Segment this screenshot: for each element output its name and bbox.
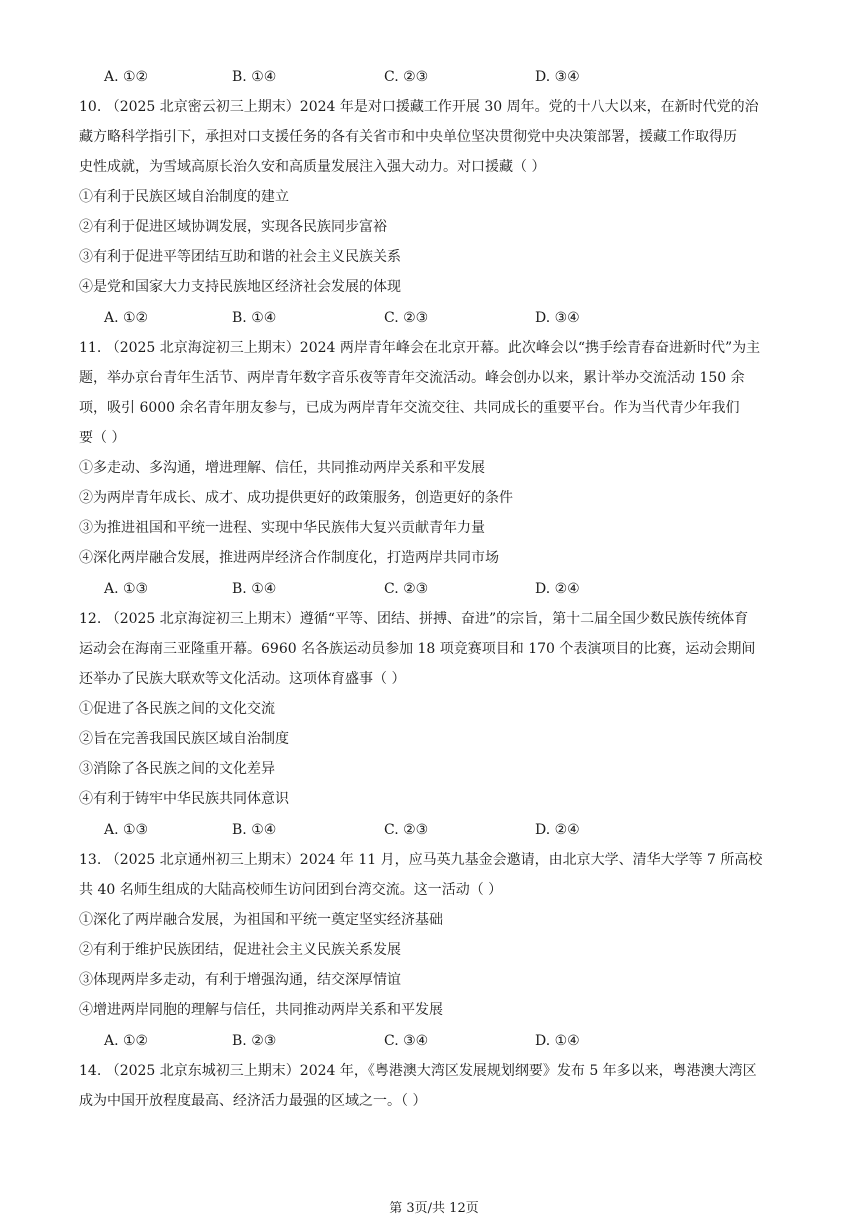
question-text-line: 藏方略科学指引下，承担对口支援任务的各有关省市和中央单位坚决贯彻党中央决策部署，援藏工作取得历: [79, 129, 737, 145]
option-c: C. ③④: [384, 1033, 429, 1049]
option-b: B. ①④: [232, 310, 277, 326]
statement-4: ④有利于铸牢中华民族共同体意识: [79, 791, 289, 807]
option-d: D. ③④: [535, 310, 580, 326]
question-text-line: 13. （2025 北京通州初三上期末）2024 年 11 月，应马英九基金会邀请，由北京大学、清华大学等 7 所高校: [79, 852, 763, 868]
statement-4: ④深化两岸融合发展，推进两岸经济合作制度化，打造两岸共同市场: [79, 550, 499, 566]
statement-2: ②有利于维护民族团结，促进社会主义民族关系发展: [79, 942, 401, 958]
q13-options: [0, 1026, 868, 1056]
q9-options: [0, 62, 868, 92]
question-text-line: 11. （2025 北京海淀初三上期末）2024 两岸青年峰会在北京开幕。此次峰会以“携手绘青春奋进新时代”为主: [79, 340, 761, 356]
statement-2: ②有利于促进区域协调发展，实现各民族同步富裕: [79, 219, 387, 235]
statement-3: ③消除了各民族之间的文化差异: [79, 761, 275, 777]
statement-2: ②旨在完善我国民族区域自治制度: [79, 731, 289, 747]
statement-1: ①有利于民族区域自治制度的建立: [79, 189, 289, 205]
option-a: A. ①③: [104, 581, 149, 597]
question-text-line: 题，举办京台青年生活节、两岸青年数字音乐夜等青年交流活动。峰会创办以来，累计举办交流活动 150 余: [79, 370, 745, 386]
option-a: A. ①③: [104, 822, 149, 838]
question-text-line: 12. （2025 北京海淀初三上期末）遵循“平等、团结、拼搏、奋进”的宗旨，第十二届全国少数民族传统体育: [79, 611, 749, 627]
statement-2: ②为两岸青年成长、成才、成功提供更好的政策服务，创造更好的条件: [79, 490, 513, 506]
option-d: D. ②④: [535, 581, 580, 597]
option-b: B. ②③: [232, 1033, 277, 1049]
option-c: C. ②③: [384, 822, 429, 838]
statement-4: ④增进两岸同胞的理解与信任，共同推动两岸关系和平发展: [79, 1002, 443, 1018]
statement-1: ①深化了两岸融合发展，为祖国和平统一奠定坚实经济基础: [79, 912, 443, 928]
question-text-line: 要（ ）: [79, 430, 126, 446]
statement-1: ①多走动、多沟通，增进理解、信任，共同推动两岸关系和平发展: [79, 460, 485, 476]
option-d: D. ①④: [535, 1033, 580, 1049]
option-c: C. ②③: [384, 581, 429, 597]
question-text-line: 共 40 名师生组成的大陆高校师生访问团到台湾交流。这一活动（ ）: [79, 882, 503, 898]
statement-3: ③体现两岸多走动，有利于增强沟通，结交深厚情谊: [79, 972, 401, 988]
option-a: A. ①②: [104, 69, 149, 85]
option-c: C. ②③: [384, 69, 429, 85]
question-text-line: 运动会在海南三亚隆重开幕。6960 名各族运动员参加 18 项竞赛项目和 170 个表演项目的比赛，运动会期间: [79, 641, 756, 657]
statement-4: ④是党和国家大力支持民族地区经济社会发展的体现: [79, 279, 401, 295]
q10-options: [0, 303, 868, 333]
statement-1: ①促进了各民族之间的文化交流: [79, 701, 275, 717]
question-text-line: 史性成就，为雪域高原长治久安和高质量发展注入强大动力。对口援藏（ ）: [79, 159, 546, 175]
question-text-line: 项，吸引 6000 余名青年朋友参与，已成为两岸青年交流交往、共同成长的重要平台。作为当代青少年我们: [79, 400, 740, 416]
option-c: C. ②③: [384, 310, 429, 326]
question-text-line: 还举办了民族大联欢等文化活动。这项体育盛事（ ）: [79, 671, 406, 687]
q11-options: [0, 574, 868, 604]
option-b: B. ①④: [232, 822, 277, 838]
option-d: D. ②④: [535, 822, 580, 838]
statement-3: ③有利于促进平等团结互助和谐的社会主义民族关系: [79, 249, 401, 265]
option-a: A. ①②: [104, 310, 149, 326]
statement-3: ③为推进祖国和平统一进程、实现中华民族伟大复兴贡献青年力量: [79, 520, 485, 536]
q12-options: [0, 815, 868, 845]
option-b: B. ①④: [232, 69, 277, 85]
question-text-line: 10. （2025 北京密云初三上期末）2024 年是对口援藏工作开展 30 周年。党的十八大以来，在新时代党的治: [79, 99, 759, 115]
question-text-line: 14. （2025 北京东城初三上期末）2024 年，《粤港澳大湾区发展规划纲要》发布 5 年多以来，粤港澳大湾区: [79, 1063, 757, 1079]
page-number: 第 3页/共 12页: [389, 1201, 479, 1216]
option-a: A. ①②: [104, 1033, 149, 1049]
option-d: D. ③④: [535, 69, 580, 85]
question-text-line: 成为中国开放程度最高、经济活力最强的区域之一。（ ）: [79, 1093, 427, 1109]
option-b: B. ①④: [232, 581, 277, 597]
